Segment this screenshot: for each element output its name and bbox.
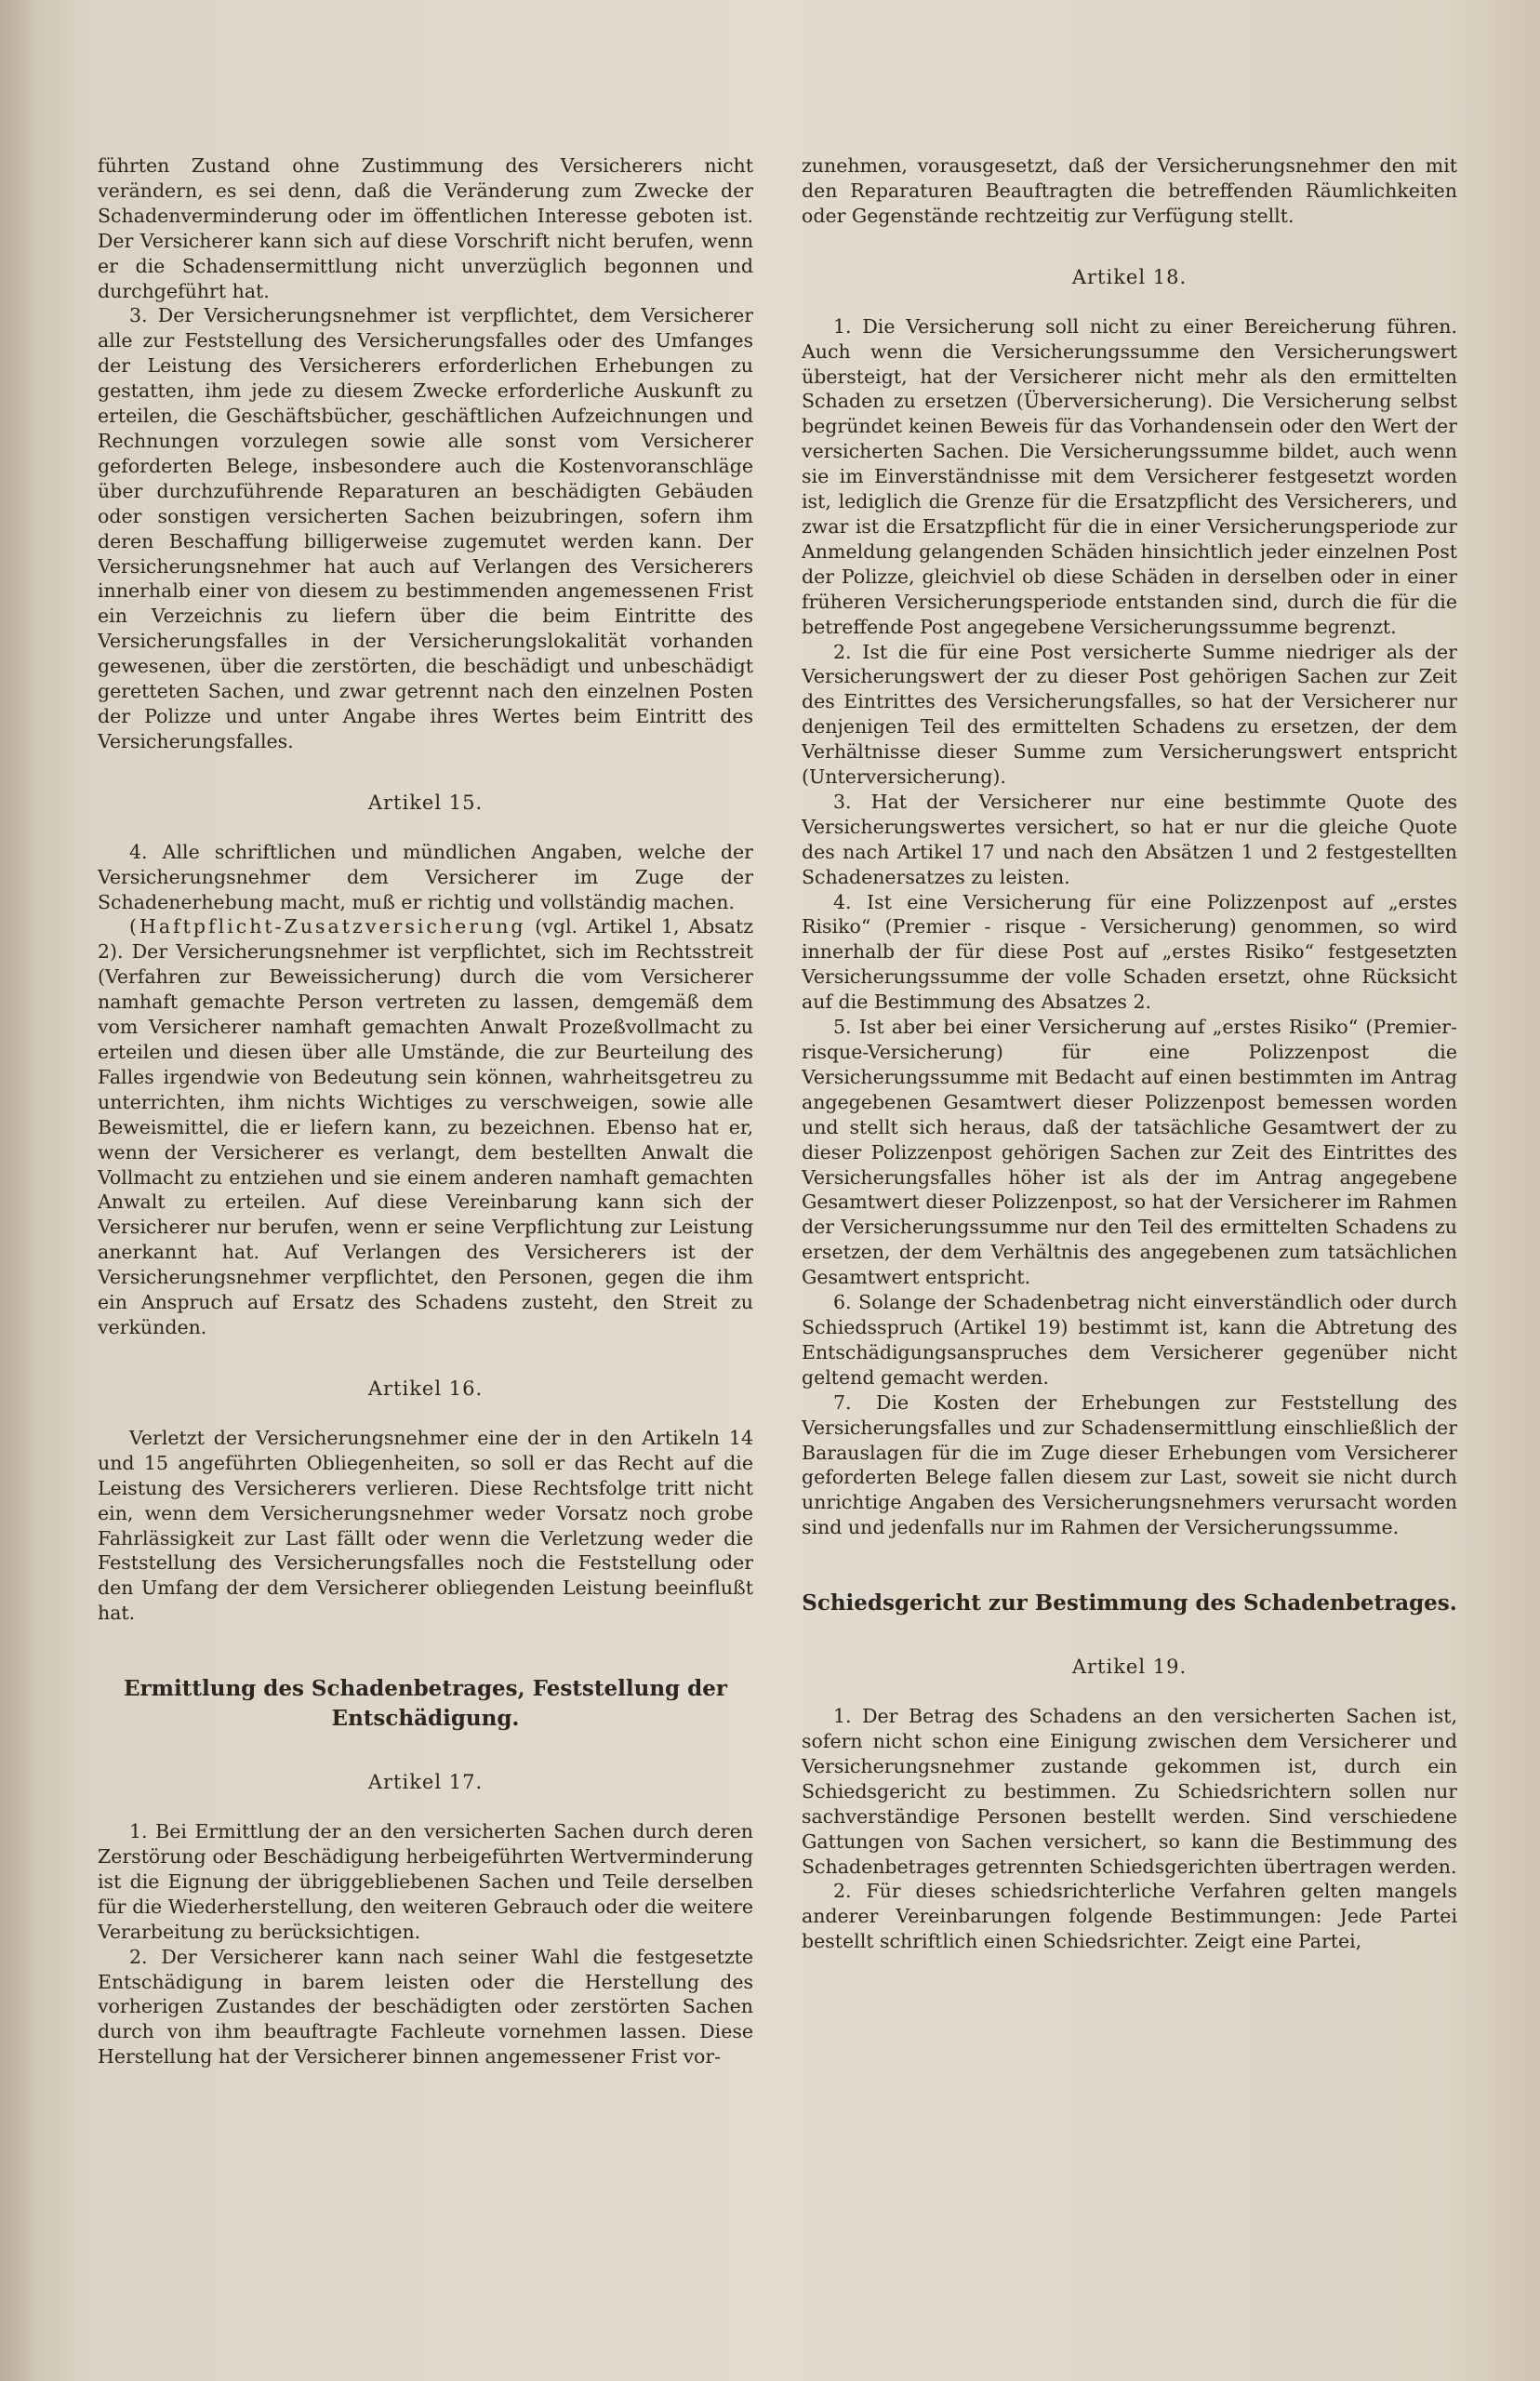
section-heading: Ermittlung des Schadenbetrages, Feststellung der Entschädigung. — [124, 1676, 727, 1732]
paragraph: 6. Solange der Schadenbetrag nicht einverständlich oder durch Schiedsspruch (Artikel 19) bestimmt ist, kann die Abtretung des Entschädigungsanspruches dem Versicherer gegenüber nicht geltend gemacht werden. — [802, 1291, 1457, 1389]
paragraph — [98, 914, 753, 1339]
paragraph: 3. Der Versicherungsnehmer ist verpflichtet, dem Versicherer alle zur Feststellung des Versicherungsfalles oder des Umfanges der Leistung des Versicherers erforderlichen Erhebungen zu gestatten, ihm jede zu diesem Zwecke erforderliche Auskunft zu erteilen, die Geschäftsbücher, geschäftlichen Aufzeichnungen und Rechnungen vorzulegen sowie alle sonst vom Versicherer geforderten Belege, insbesondere auch die Kostenvoranschläge über durchzuführende Reparaturen an beschädigten Gebäuden oder sonstigen versicherten Sachen beizubringen, sofern ihm deren Beschaffung billigerweise zugemutet werden kann. Der Versicherungsnehmer hat auch auf Verlangen des Versicherers innerhalb einer von diesem zu bestimmenden angemessenen Frist ein Verzeichnis zu liefern über die beim Eintritte des Versicherungsfalles in der Versicherungslokalität vorhanden gewesenen, über die zerstörten, die beschädigt und unbeschädigt geretteten Sachen, und zwar getrennt nach den einzelnen Posten der Polizze und unter Angabe ihres Wertes beim Eintritt des Versicherungsfalles. — [98, 304, 753, 752]
paragraph: 4. Ist eine Versicherung für eine Polizzenpost auf „erstes Risiko“ (Premier - risque - Versicherung) genommen, so wird innerhalb der für diese Post auf „erstes Risiko“ festgesetzten Versicherungssumme der volle Schaden ersetzt, ohne Rücksicht auf die Bestimmung des Absatzes 2. — [802, 890, 1457, 1014]
paragraph: 2. Für dieses schiedsrichterliche Verfahren gelten mangels anderer Vereinbarungen folgende Bestimmungen: Jede Partei bestellt schriftlich einen Schiedsrichter. Zeigt eine Partei, — [802, 1880, 1457, 1953]
paragraph-text: (vgl. Artikel 1, Absatz 2). Der Versicherungsnehmer ist verpflichtet, sich im Rechtsstreit (Verfahren zur Beweissicherung) durch die vom Versicherer namhaft gemachte Person vertreten zu lassen, demgemäß dem vom Versicherer namhaft gemachten Anwalt Prozeßvollmacht zu erteilen und diesen über alle Umstände, die zur Beurteilung des Falles irgendwie von Bedeutung sein können, wahrheitsgetreu zu unterrichten, ihm nichts Wichtiges zu verschweigen, sowie alle Beweismittel, die er liefern kann, zu bezeichnen. Ebenso hat er, wenn der Versicherer es verlangt, dem bestellten Anwalt die Vollmacht zu entziehen und sie einem anderen namhaft gemachten Anwalt zu erteilen. Auf diese Vereinbarung kann sich der Versicherer nur berufen, wenn er seine Verpflichtung zur Leistung anerkannt hat. Auf Verlangen des Versicherers ist der Versicherungsnehmer verpflichtet, den Personen, gegen die ihm ein Anspruch auf Ersatz des Schadens zusteht, den Streit zu verkünden. — [98, 915, 753, 1338]
paragraph: zunehmen, vorausgesetzt, daß der Versicherungsnehmer den mit den Reparaturen Beauftragten die betreffenden Räumlichkeiten oder Gegenstände rechtzeitig zur Verfügung stellt. — [802, 154, 1457, 227]
right-column — [802, 153, 1457, 2228]
paragraph: 1. Der Betrag des Schadens an den versicherten Sachen ist, sofern nicht schon eine Einigung zwischen dem Versicherer und Versicherungsnehmer zustande gekommen ist, durch ein Schiedsgericht zu bestimmen. Zu Schiedsrichtern sollen nur sachverständige Personen bestellt werden. Sind verschiedene Gattungen von Sachen versichert, so kann die Bestimmung des Schadenbetrages getrennten Schiedsgerichten übertragen werden. — [802, 1705, 1457, 1878]
article-heading: Artikel 16. — [367, 1377, 484, 1400]
paragraph: 1. Die Versicherung soll nicht zu einer Bereicherung führen. Auch wenn die Versicherungssumme den Versicherungswert übersteigt, hat der Versicherer nicht mehr als den ermittelten Schaden zu ersetzen (Überversicherung). Die Versicherung selbst begründet keinen Beweis für das Vorhandensein oder den Wert der versicherten Sachen. Die Versicherungssumme bildet, auch wenn sie im Einverständnisse mit dem Versicherer festgesetzt worden ist, lediglich die Grenze für die Ersatzpflicht des Versicherers, und zwar ist die Ersatzpflicht für die in einer Versicherungsperiode zur Anmeldung gelangenden Schäden hinsichtlich jeder einzelnen Post der Polizze, gleichviel ob diese Schäden in derselben oder in einer früheren Versicherungsperiode entstanden sind, durch die für die betreffende Post angegebene Versicherungssumme begrenzt. — [802, 314, 1457, 638]
spaced-term: (Haftpflicht-Zusatzversicherung — [129, 915, 526, 938]
left-column — [98, 153, 753, 2228]
paragraph: Verletzt der Versicherungsnehmer eine der in den Artikeln 14 und 15 angeführten Obliegenheiten, so soll er das Recht auf die Leistung des Versicherers verlieren. Diese Rechtsfolge tritt nicht ein, wenn dem Versicherungsnehmer weder Vorsatz noch grobe Fahrlässigkeit zur Last fällt oder wenn die Verletzung weder die Feststellung des Versicherungsfalles noch die Feststellung oder den Umfang der dem Versicherer obliegenden Leistung beeinflußt hat. — [98, 1426, 753, 1625]
article-heading: Artikel 17. — [367, 1771, 484, 1794]
paragraph: 1. Bei Ermittlung der an den versicherten Sachen durch deren Zerstörung oder Beschädigung herbeigeführten Wertverminderung ist die Eignung der übriggebliebenen Sachen und Teile derselben für die Wiederherstellung, den weiteren Gebrauch oder die weitere Verarbeitung zu berücksichtigen. — [98, 1820, 753, 1943]
paragraph: führten Zustand ohne Zustimmung des Versicherers nicht verändern, es sei denn, daß die Veränderung zum Zwecke der Schadenverminderung oder im öffentlichen Interesse geboten ist. Der Versicherer kann sich auf diese Vorschrift nicht berufen, wenn er die Schadensermittlung nicht unverzüglich begonnen und durchgeführt hat. — [98, 154, 753, 302]
article-heading: Artikel 19. — [1071, 1656, 1188, 1679]
paragraph: 7. Die Kosten der Erhebungen zur Feststellung des Versicherungsfalles und zur Schadensermittlung einschließlich der Barauslagen für die im Zuge dieser Erhebungen vom Versicherer geforderten Belege fallen diesem zur Last, soweit sie nicht durch unrichtige Angaben des Versicherungsnehmers verursacht worden sind und jedenfalls nur im Rahmen der Versicherungssumme. — [802, 1390, 1457, 1539]
page-fold-shadow — [0, 0, 35, 2381]
section-heading: Schiedsgericht zur Bestimmung des Schadenbetrages. — [802, 1590, 1457, 1616]
paragraph: 5. Ist aber bei einer Versicherung auf „erstes Risiko“ (Premier-risque-Versicherung) für eine Polizzenpost die Versicherungssumme mit Bedacht auf einen bestimmten im Antrag angegebenen Gesamtwert dieser Polizzenpost bemessen worden und stellt sich heraus, daß der tatsächliche Gesamtwert der zu dieser Polizzenpost gehörigen Sachen zur Zeit des Eintrittes des Versicherungsfalles höher ist als der im Antrag angegebene Gesamtwert dieser Polizzenpost, so hat der Versicherer im Rahmen der Versicherungssumme nur den Teil des ermittelten Schadens zu ersetzen, der dem Verhältnis des angegebenen zum tatsächlichen Gesamtwert entspricht. — [802, 1016, 1457, 1289]
article-heading: Artikel 18. — [1071, 265, 1188, 288]
article-heading: Artikel 15. — [367, 791, 484, 814]
paragraph: 2. Der Versicherer kann nach seiner Wahl die festgesetzte Entschädigung in barem leisten oder die Herstellung des vorherigen Zustandes der beschädigten oder zerstörten Sachen durch von ihm beauftragte Fachleute vornehmen lassen. Diese Herstellung hat der Versicherer binnen angemessener Frist vor- — [98, 1945, 753, 2068]
paragraph: 2. Ist die für eine Post versicherte Summe niedriger als der Versicherungswert der zu dieser Post gehörigen Sachen zur Zeit des Eintrittes des Versicherungsfalles, so hat der Versicherer nur denjenigen Teil des ermittelten Schadens zu ersetzen, der dem Verhältnisse dieser Summe zum Versicherungswert entspricht (Unterversicherung). — [802, 640, 1457, 789]
paragraph: 4. Alle schriftlichen und mündlichen Angaben, welche der Versicherungsnehmer dem Versicherer im Zuge der Schadenerhebung macht, muß er richtig und vollständig machen. — [98, 840, 753, 913]
paragraph: 3. Hat der Versicherer nur eine bestimmte Quote des Versicherungswertes versichert, so hat er nur die gleiche Quote des nach Artikel 17 und nach den Absätzen 1 und 2 festgestellten Schadenersatzes zu leisten. — [802, 790, 1457, 888]
